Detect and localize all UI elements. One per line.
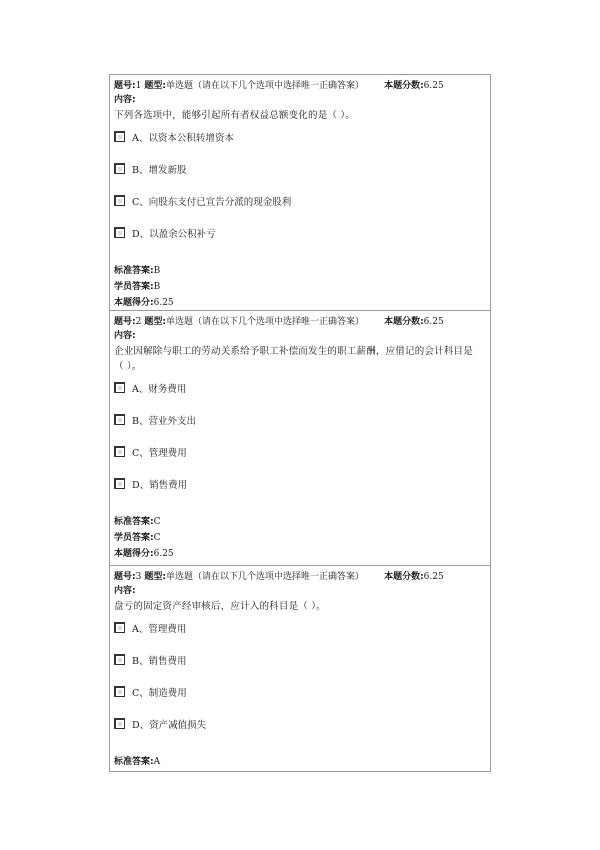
standard-answer-value: B bbox=[153, 266, 161, 276]
option-d[interactable] bbox=[114, 718, 490, 750]
number-label: 题号: bbox=[114, 317, 136, 327]
earned-label: 本题得分: bbox=[114, 549, 154, 559]
option-b[interactable] bbox=[114, 414, 490, 446]
option-label: D、资产减值损失 bbox=[132, 720, 207, 731]
option-list bbox=[114, 622, 490, 750]
question-score: 6.25 bbox=[423, 317, 444, 327]
standard-answer-label: 标准答案: bbox=[114, 517, 154, 527]
question-type: 单选题（请在以下几个选项中选择唯一正确答案） bbox=[165, 317, 364, 327]
radio-icon[interactable] bbox=[114, 446, 125, 457]
score-label: 本题分数: bbox=[384, 81, 424, 91]
question-score: 6.25 bbox=[423, 81, 444, 91]
question-number: 3 bbox=[135, 572, 142, 582]
earned-value: 6.25 bbox=[153, 298, 174, 308]
question-text: 企业因解除与职工的劳动关系给予职工补偿而发生的职工薪酬，应借记的会计科目是（ ）。 bbox=[114, 346, 473, 372]
radio-icon[interactable] bbox=[114, 227, 125, 238]
radio-icon[interactable] bbox=[114, 686, 125, 697]
question-score: 6.25 bbox=[423, 572, 444, 582]
option-label: B、营业外支出 bbox=[132, 416, 196, 427]
answer-summary bbox=[114, 754, 490, 770]
number-label: 题号: bbox=[114, 572, 136, 582]
content-label: 内容: bbox=[114, 331, 136, 341]
content-label: 内容: bbox=[114, 586, 136, 596]
standard-answer-label: 标准答案: bbox=[114, 266, 154, 276]
quiz-sheet bbox=[109, 74, 491, 772]
option-b[interactable] bbox=[114, 654, 490, 686]
radio-icon[interactable] bbox=[114, 718, 125, 729]
score-label: 本题分数: bbox=[384, 572, 424, 582]
student-answer-value: B bbox=[153, 282, 161, 292]
standard-answer-value: C bbox=[153, 517, 161, 527]
option-label: C、向股东支付已宣告分派的现金股利 bbox=[132, 197, 292, 208]
option-list bbox=[114, 131, 490, 259]
answer-summary bbox=[114, 263, 490, 311]
question-block-2 bbox=[110, 310, 490, 565]
number-label: 题号: bbox=[114, 81, 136, 91]
student-answer-label: 学员答案: bbox=[114, 533, 154, 543]
option-label: A、管理费用 bbox=[132, 624, 187, 635]
option-label: C、管理费用 bbox=[132, 448, 187, 459]
radio-icon[interactable] bbox=[114, 622, 125, 633]
radio-icon[interactable] bbox=[114, 414, 125, 425]
option-label: A、财务费用 bbox=[132, 384, 187, 395]
option-c[interactable] bbox=[114, 195, 490, 227]
radio-icon[interactable] bbox=[114, 163, 125, 174]
standard-answer-value: A bbox=[153, 757, 161, 767]
radio-icon[interactable] bbox=[114, 478, 125, 489]
option-c[interactable] bbox=[114, 686, 490, 718]
question-block-1 bbox=[110, 74, 490, 310]
earned-label: 本题得分: bbox=[114, 298, 154, 308]
question-meta bbox=[114, 570, 490, 584]
question-number: 1 bbox=[135, 81, 142, 91]
content-label: 内容: bbox=[114, 95, 136, 105]
student-answer-label: 学员答案: bbox=[114, 282, 154, 292]
question-number: 2 bbox=[135, 317, 142, 327]
radio-icon[interactable] bbox=[114, 654, 125, 665]
type-label: 题型: bbox=[144, 317, 166, 327]
type-label: 题型: bbox=[144, 81, 166, 91]
option-label: D、以盈余公积补亏 bbox=[132, 229, 216, 240]
question-type: 单选题（请在以下几个选项中选择唯一正确答案） bbox=[165, 572, 364, 582]
radio-icon[interactable] bbox=[114, 195, 125, 206]
question-block-3 bbox=[110, 565, 490, 772]
option-list bbox=[114, 382, 490, 510]
option-d[interactable] bbox=[114, 227, 490, 259]
option-a[interactable] bbox=[114, 622, 490, 654]
standard-answer-label: 标准答案: bbox=[114, 757, 154, 767]
question-meta bbox=[114, 79, 490, 93]
option-c[interactable] bbox=[114, 446, 490, 478]
radio-icon[interactable] bbox=[114, 131, 125, 142]
option-label: C、制造费用 bbox=[132, 688, 187, 699]
option-a[interactable] bbox=[114, 382, 490, 414]
type-label: 题型: bbox=[144, 572, 166, 582]
option-a[interactable] bbox=[114, 131, 490, 163]
question-text: 盘亏的固定资产经审核后，应计入的科目是（ ）。 bbox=[114, 601, 326, 612]
answer-summary bbox=[114, 514, 490, 562]
option-label: B、增发新股 bbox=[132, 165, 187, 176]
option-d[interactable] bbox=[114, 478, 490, 510]
question-meta bbox=[114, 315, 490, 329]
earned-value: 6.25 bbox=[153, 549, 174, 559]
option-label: A、以资本公积转增资本 bbox=[132, 133, 234, 144]
radio-icon[interactable] bbox=[114, 382, 125, 393]
option-label: B、销售费用 bbox=[132, 656, 187, 667]
question-text: 下列各选项中，能够引起所有者权益总额变化的是（ ）。 bbox=[114, 110, 355, 121]
student-answer-value: C bbox=[153, 533, 161, 543]
option-b[interactable] bbox=[114, 163, 490, 195]
score-label: 本题分数: bbox=[384, 317, 424, 327]
option-label: D、销售费用 bbox=[132, 480, 188, 491]
question-type: 单选题（请在以下几个选项中选择唯一正确答案） bbox=[165, 81, 364, 91]
